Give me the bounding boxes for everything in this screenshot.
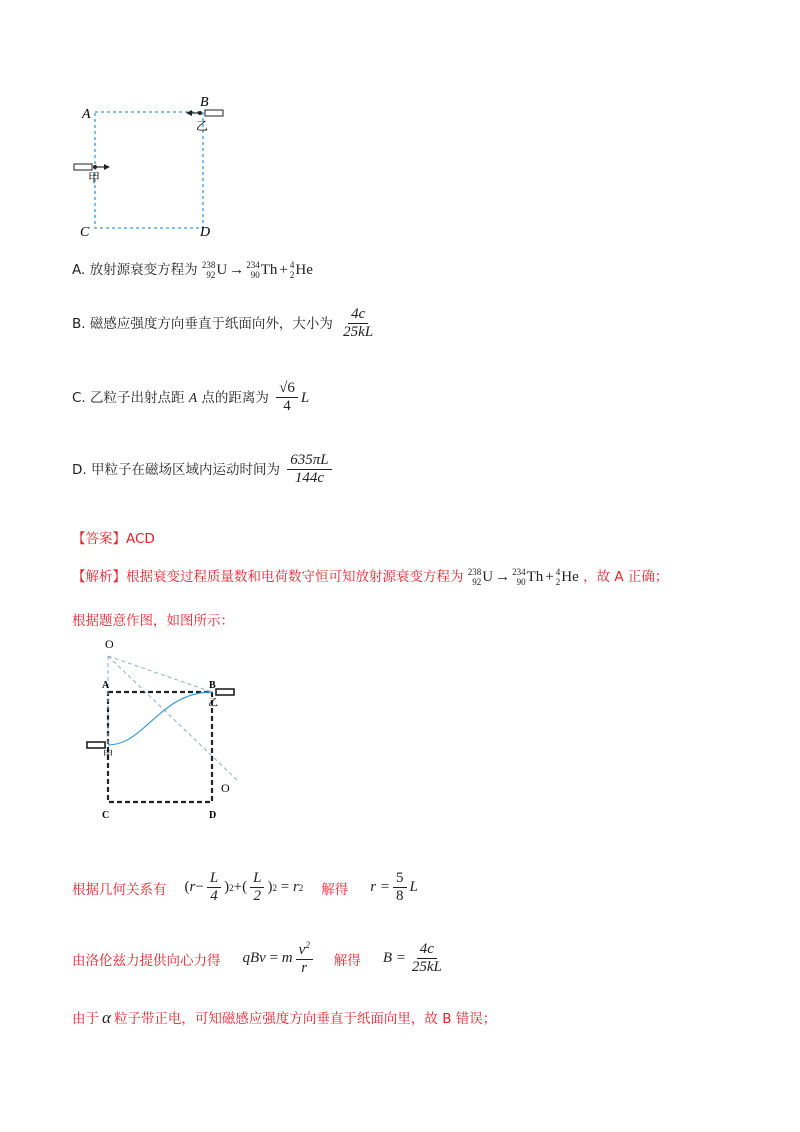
answer-line <box>72 527 155 547</box>
trajectory-arc <box>108 692 212 745</box>
analysis-line-2: 根据题意作图，如图所示： <box>72 613 234 629</box>
answer-value: ACD <box>126 531 155 547</box>
arrow-left-icon <box>186 110 192 116</box>
source-yi <box>216 689 234 695</box>
source-jia <box>74 164 92 170</box>
decay-equation: 238 92 U → 234 90 Th + 4 2 He <box>201 260 313 280</box>
label-C: C <box>102 810 110 821</box>
option-a-text: 放射源衰变方程为 <box>89 262 198 278</box>
option-a <box>72 258 313 280</box>
option-d-fraction: $\frac{635\pi L}{144c}$ <box>287 452 331 488</box>
label-jia: 甲 <box>88 171 101 185</box>
label-B: B <box>200 95 209 110</box>
analysis-line-1: 【解析】根据衰变过程质量数和电荷数守恒可知放射源衰变方程为 238 92 U → 234 90 Th + 4 2 He ，故 A 正确； <box>72 567 669 587</box>
b-result: B = $\frac{4c}{25kL}$ <box>382 941 442 976</box>
option-c-prefix: C. <box>72 389 86 406</box>
option-b-text: 磁感应强度方向垂直于纸面向外，大小为 <box>89 315 333 332</box>
field-square <box>108 692 212 802</box>
label-O-top: O <box>105 637 114 651</box>
arrow-right-icon <box>104 164 110 170</box>
label-yi: 乙 <box>196 119 209 133</box>
option-d-text: 甲粒子在磁场区域内运动时间为 <box>90 461 280 478</box>
label-D: D <box>209 810 217 821</box>
center-connect-line <box>108 656 237 780</box>
analysis-line-4: 由洛伦兹力提供向心力得 qBv = m $\frac{v^2}{r}$ 解得 B = $\frac{4c}{25kL}$ <box>72 940 448 978</box>
option-b <box>72 306 379 342</box>
option-d <box>72 452 335 488</box>
source-yi <box>205 110 223 116</box>
analysis-line-3: 根据几何关系有 ( r − $\frac{L}{4}$ ) 2 +( $\frac{L}{2}$ ) 2 = r 2 解得 r = $\frac{5}{8}$ L <box>72 870 418 905</box>
analysis-label: 【解析】 <box>72 569 126 585</box>
label-D: D <box>200 225 211 240</box>
option-c: C. 乙粒子出射点距 A 点的距离为 $\frac{√6}{4}$ L <box>72 380 310 415</box>
figure-trajectory <box>85 630 245 825</box>
label-yi: 乙 <box>208 698 218 709</box>
answer-label: 【答案】 <box>72 531 126 547</box>
label-O-bottom: O <box>221 781 230 795</box>
source-jia <box>87 742 105 748</box>
figure-square-field <box>70 90 240 245</box>
field-boundary <box>95 112 203 228</box>
option-c-fraction: $\frac{√6}{4}$ <box>276 380 298 416</box>
option-b-fraction: $\frac{4c}{25kL}$ <box>343 306 374 341</box>
analysis-line-5: 由于 α 粒子带正电，可知磁感应强度方向垂直于纸面向里，故 B 错误； <box>72 1008 497 1027</box>
label-jia: 甲 <box>103 750 113 761</box>
decay-equation-2: 238 92 U → 234 90 Th + 4 2 He <box>467 567 579 587</box>
option-d-prefix: D. <box>72 461 87 478</box>
label-C: C <box>80 225 90 240</box>
radius-dashed-line-2 <box>108 656 212 692</box>
geometry-equation: ( r − $\frac{L}{4}$ ) 2 +( $\frac{L}{2}$ ) 2 = r 2 <box>184 870 304 905</box>
label-A: A <box>82 107 91 122</box>
option-b-prefix: B. <box>72 315 86 332</box>
lorentz-equation: qBv = m $\frac{v^2}{r}$ <box>243 940 316 978</box>
label-B: B <box>209 680 216 691</box>
label-A: A <box>102 680 110 691</box>
radius-result: r = $\frac{5}{8}$ L <box>370 870 418 905</box>
option-a-prefix: A. <box>72 262 86 278</box>
